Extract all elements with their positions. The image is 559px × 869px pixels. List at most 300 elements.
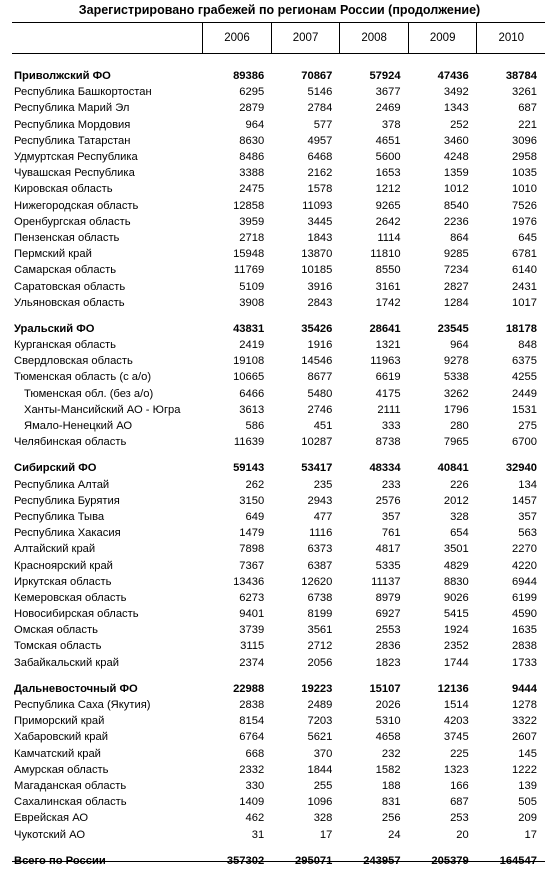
table-row [12, 353, 545, 369]
row-value-2007: 10287 [301, 436, 333, 449]
table-body [12, 54, 545, 867]
row-value-2010: 38784 [505, 70, 537, 83]
row-value-2009: 1514 [443, 699, 469, 712]
row-region-name: Чукотский АО [14, 828, 86, 841]
row-value-2006: 1479 [239, 527, 265, 540]
row-value-2007: 295071 [295, 854, 333, 867]
row-value-2008: 357 [381, 510, 401, 523]
row-value-2009: 1012 [443, 183, 469, 196]
row-region-name: Иркутская область [14, 575, 112, 588]
row-value-2007: 8199 [307, 608, 333, 621]
row-value-2008: 1742 [375, 296, 401, 309]
row-region-name: Республика Башкортостан [14, 86, 152, 99]
row-value-2006: 6764 [239, 731, 265, 744]
row-value-2006: 89386 [233, 70, 265, 83]
row-value-2009: 1284 [443, 296, 469, 309]
row-value-2007: 14546 [301, 355, 333, 368]
row-value-2009: 12136 [437, 682, 469, 695]
row-region-name: Томская область [14, 640, 102, 653]
row-value-2007: 235 [313, 478, 333, 491]
row-region-name: Амурская область [14, 763, 109, 776]
row-value-2010: 645 [518, 231, 537, 244]
row-value-2010: 7526 [512, 199, 537, 212]
table-row-total [12, 321, 545, 337]
row-value-2007: 17 [319, 828, 333, 841]
row-value-2008: 8979 [375, 591, 401, 604]
row-value-2008: 11810 [370, 248, 401, 261]
row-value-2007: 12620 [301, 575, 333, 588]
row-value-2006: 3739 [239, 624, 265, 637]
row-value-2010: 139 [518, 779, 537, 792]
table-row [12, 655, 545, 671]
row-region-name: Приволжский ФО [14, 70, 111, 83]
row-region-name: Республика Бурятия [14, 494, 120, 507]
row-value-2009: 166 [450, 779, 469, 792]
row-region-name: Уральский ФО [14, 322, 95, 335]
row-value-2008: 1653 [375, 167, 401, 180]
header-cell-2010: 2010 [476, 23, 545, 53]
row-value-2007: 2843 [307, 296, 333, 309]
row-value-2010: 4590 [512, 608, 537, 621]
row-value-2007: 1578 [307, 183, 333, 196]
row-value-2010: 4255 [512, 371, 537, 384]
row-value-2010: 1457 [512, 494, 537, 507]
row-value-2009: 9278 [443, 355, 469, 368]
row-value-2006: 31 [251, 828, 265, 841]
row-region-name: Всего по России [14, 854, 106, 867]
row-value-2009: 4203 [443, 715, 469, 728]
crime-table [12, 22, 545, 867]
row-value-2006: 586 [245, 420, 265, 433]
row-value-2008: 28641 [369, 322, 401, 335]
row-value-2006: 3959 [239, 215, 265, 228]
section-spacer [12, 450, 545, 460]
row-value-2009: 226 [450, 478, 469, 491]
table-row [12, 493, 545, 509]
row-value-2009: 5338 [443, 371, 469, 384]
table-row [12, 100, 545, 116]
row-value-2006: 262 [245, 478, 265, 491]
row-region-name: Самарская область [14, 264, 117, 277]
row-value-2009: 3501 [443, 543, 469, 556]
row-value-2006: 8486 [239, 151, 265, 164]
row-region-name: Камчатский край [14, 747, 101, 760]
row-region-name: Удмуртская Республика [14, 151, 138, 164]
table-row [12, 574, 545, 590]
row-value-2007: 2489 [307, 699, 333, 712]
row-value-2009: 205379 [431, 854, 469, 867]
row-value-2006: 330 [245, 779, 265, 792]
row-value-2010: 6199 [512, 591, 537, 604]
row-value-2010: 9444 [512, 682, 537, 695]
row-value-2007: 53417 [301, 462, 333, 475]
row-region-name: Тюменская обл. (без а/о) [24, 387, 154, 400]
row-value-2010: 1733 [512, 656, 537, 669]
row-value-2010: 134 [518, 478, 537, 491]
table-row-total [12, 460, 545, 476]
row-value-2006: 5109 [239, 280, 265, 293]
row-value-2009: 8830 [443, 575, 469, 588]
table-row [12, 198, 545, 214]
row-value-2010: 2607 [512, 731, 537, 744]
row-value-2006: 7367 [239, 559, 265, 572]
row-value-2007: 13870 [301, 248, 333, 261]
header-cell-2007: 2007 [271, 23, 340, 53]
row-value-2008: 188 [381, 779, 401, 792]
row-value-2008: 1212 [375, 183, 401, 196]
row-value-2010: 275 [518, 420, 537, 433]
table-row [12, 402, 545, 418]
row-value-2010: 6781 [512, 248, 537, 261]
row-value-2009: 2352 [443, 640, 469, 653]
row-value-2009: 3460 [443, 134, 469, 147]
table-row [12, 165, 545, 181]
table-row [12, 778, 545, 794]
section-spacer [12, 671, 545, 681]
row-value-2010: 1010 [512, 183, 537, 196]
table-row [12, 434, 545, 450]
row-value-2009: 4248 [443, 151, 469, 164]
row-value-2007: 11093 [302, 199, 333, 212]
row-value-2008: 2469 [375, 102, 401, 115]
row-value-2006: 11769 [233, 264, 265, 277]
row-region-name: Красноярский край [14, 559, 113, 572]
row-value-2009: 654 [450, 527, 469, 540]
row-region-name: Омская область [14, 624, 98, 637]
row-value-2008: 3161 [375, 280, 401, 293]
row-value-2006: 8154 [239, 715, 265, 728]
row-value-2009: 1924 [443, 624, 469, 637]
row-value-2010: 18178 [505, 322, 537, 335]
row-region-name: Ханты-Мансийский АО - Югра [24, 403, 181, 416]
row-value-2007: 19223 [301, 682, 333, 695]
table-row [12, 762, 545, 778]
row-value-2008: 232 [381, 747, 401, 760]
row-value-2009: 40841 [437, 462, 469, 475]
row-value-2009: 47436 [437, 70, 469, 83]
row-value-2009: 4829 [443, 559, 469, 572]
row-value-2010: 32940 [505, 462, 537, 475]
table-row [12, 84, 545, 100]
row-region-name: Тюменская область (с а/о) [14, 371, 152, 384]
row-value-2008: 5335 [375, 559, 401, 572]
row-value-2010: 3322 [512, 715, 537, 728]
row-value-2006: 2879 [239, 102, 265, 115]
row-value-2006: 649 [245, 510, 265, 523]
row-value-2007: 2712 [307, 640, 333, 653]
row-value-2006: 10665 [233, 371, 265, 384]
row-value-2008: 2576 [375, 494, 401, 507]
row-value-2006: 3388 [239, 167, 265, 180]
row-value-2010: 2270 [512, 543, 537, 556]
row-value-2008: 8738 [375, 436, 401, 449]
row-value-2010: 1017 [512, 296, 537, 309]
row-value-2006: 668 [245, 747, 265, 760]
table-row [12, 262, 545, 278]
row-value-2007: 3916 [307, 280, 333, 293]
table-row-total [12, 681, 545, 697]
table-row [12, 246, 545, 262]
row-region-name: Ульяновская область [14, 296, 125, 309]
row-value-2006: 462 [245, 812, 265, 825]
row-value-2009: 3745 [443, 731, 469, 744]
row-value-2008: 831 [381, 796, 401, 809]
row-value-2007: 2784 [307, 102, 333, 115]
row-value-2007: 8677 [307, 371, 333, 384]
row-value-2009: 864 [450, 231, 469, 244]
table-row [12, 477, 545, 493]
row-value-2006: 15948 [233, 248, 265, 261]
row-value-2008: 6927 [375, 608, 401, 621]
row-value-2008: 2026 [375, 699, 401, 712]
row-value-2008: 233 [381, 478, 401, 491]
row-value-2007: 3561 [307, 624, 333, 637]
row-value-2006: 2419 [239, 339, 265, 352]
table-row [12, 337, 545, 353]
row-value-2008: 4175 [375, 387, 401, 400]
row-value-2009: 328 [450, 510, 469, 523]
row-value-2007: 4957 [307, 134, 333, 147]
row-value-2009: 225 [450, 747, 469, 760]
row-value-2009: 1323 [443, 763, 469, 776]
row-value-2006: 2838 [239, 699, 265, 712]
row-value-2009: 1744 [443, 656, 469, 669]
row-value-2008: 4817 [375, 543, 401, 556]
row-region-name: Чувашская Республика [14, 167, 135, 180]
row-value-2008: 2642 [375, 215, 401, 228]
table-row [12, 149, 545, 165]
table-row [12, 418, 545, 434]
row-value-2010: 6700 [512, 436, 537, 449]
row-region-name: Пермский край [14, 248, 92, 261]
row-value-2008: 11963 [370, 355, 401, 368]
row-value-2010: 164547 [499, 854, 537, 867]
row-value-2008: 15107 [369, 682, 401, 695]
row-region-name: Республика Тыва [14, 510, 105, 523]
row-value-2008: 4658 [375, 731, 401, 744]
row-region-name: Еврейская АО [14, 812, 89, 825]
row-value-2008: 378 [381, 118, 401, 131]
row-value-2006: 43831 [233, 322, 265, 335]
row-value-2010: 2431 [512, 280, 537, 293]
row-value-2007: 1096 [307, 796, 333, 809]
row-value-2009: 8540 [443, 199, 469, 212]
row-value-2008: 6619 [375, 371, 401, 384]
header-cell-2006: 2006 [202, 23, 271, 53]
header-cell-region [12, 23, 202, 53]
row-value-2006: 964 [245, 118, 265, 131]
row-value-2007: 6468 [307, 151, 333, 164]
row-value-2009: 2827 [443, 280, 469, 293]
table-row [12, 826, 545, 842]
row-region-name: Республика Хакасия [14, 527, 121, 540]
row-region-name: Республика Саха (Якутия) [14, 699, 151, 712]
row-value-2010: 145 [518, 747, 537, 760]
row-value-2008: 1582 [375, 763, 401, 776]
row-value-2010: 3261 [512, 86, 537, 99]
row-value-2008: 1114 [377, 231, 401, 244]
row-region-name: Хабаровский край [14, 731, 109, 744]
row-value-2007: 2056 [307, 656, 333, 669]
row-value-2008: 11137 [371, 575, 401, 588]
row-value-2006: 7898 [239, 543, 265, 556]
row-value-2010: 2958 [512, 151, 537, 164]
row-region-name: Забайкальский край [14, 656, 120, 669]
table-row [12, 541, 545, 557]
row-value-2008: 761 [381, 527, 401, 540]
row-value-2007: 5146 [307, 86, 333, 99]
row-value-2008: 48334 [369, 462, 401, 475]
row-value-2010: 6140 [512, 264, 537, 277]
row-value-2009: 3262 [443, 387, 469, 400]
row-value-2009: 252 [450, 118, 469, 131]
row-value-2007: 1843 [307, 231, 333, 244]
row-value-2006: 22988 [233, 682, 265, 695]
row-value-2010: 1976 [512, 215, 537, 228]
table-row-total [12, 68, 545, 84]
row-value-2010: 17 [524, 828, 537, 841]
row-value-2008: 9265 [375, 199, 401, 212]
row-region-name: Сахалинская область [14, 796, 127, 809]
row-value-2007: 451 [313, 420, 333, 433]
row-value-2009: 1343 [443, 102, 469, 115]
row-value-2006: 9401 [239, 608, 265, 621]
row-region-name: Курганская область [14, 339, 116, 352]
header-cell-2008: 2008 [339, 23, 408, 53]
row-value-2007: 2746 [307, 403, 333, 416]
row-value-2007: 2162 [307, 167, 333, 180]
table-row [12, 278, 545, 294]
row-value-2009: 23545 [437, 322, 469, 335]
row-value-2007: 35426 [301, 322, 333, 335]
row-value-2010: 848 [518, 339, 537, 352]
row-value-2008: 2111 [377, 403, 401, 416]
row-value-2008: 5600 [375, 151, 401, 164]
row-value-2008: 2553 [375, 624, 401, 637]
row-value-2010: 1222 [512, 763, 537, 776]
row-value-2009: 280 [450, 420, 469, 433]
row-value-2009: 1359 [443, 167, 469, 180]
row-value-2007: 477 [313, 510, 333, 523]
row-value-2007: 328 [313, 812, 333, 825]
row-value-2010: 1531 [512, 403, 537, 416]
table-row [12, 606, 545, 622]
row-value-2007: 7203 [307, 715, 333, 728]
row-value-2010: 1278 [512, 699, 537, 712]
row-value-2006: 3908 [239, 296, 265, 309]
row-region-name: Челябинская область [14, 436, 127, 449]
row-value-2007: 255 [313, 779, 333, 792]
row-value-2008: 3677 [375, 86, 401, 99]
table-row [12, 117, 545, 133]
row-value-2006: 6295 [239, 86, 265, 99]
row-value-2008: 24 [388, 828, 401, 841]
row-value-2009: 687 [450, 796, 469, 809]
row-region-name: Республика Мордовия [14, 118, 131, 131]
row-value-2007: 1116 [309, 527, 333, 540]
row-value-2008: 256 [381, 812, 401, 825]
section-spacer [12, 843, 545, 853]
row-region-name: Приморский край [14, 715, 105, 728]
row-value-2008: 1321 [375, 339, 401, 352]
row-region-name: Нижегородская область [14, 199, 139, 212]
row-value-2007: 3445 [307, 215, 333, 228]
row-value-2009: 7234 [443, 264, 469, 277]
row-value-2006: 11639 [233, 436, 265, 449]
row-value-2009: 2012 [443, 494, 469, 507]
row-value-2006: 12858 [233, 199, 265, 212]
row-value-2007: 5480 [307, 387, 333, 400]
row-value-2010: 6375 [512, 355, 537, 368]
row-value-2007: 6373 [307, 543, 333, 556]
row-value-2006: 6273 [239, 591, 265, 604]
row-region-name: Свердловская область [14, 355, 133, 368]
row-region-name: Саратовская область [14, 280, 126, 293]
row-region-name: Республика Алтай [14, 478, 110, 491]
table-row [12, 794, 545, 810]
row-value-2006: 2475 [239, 183, 265, 196]
table-row [12, 386, 545, 402]
row-value-2010: 2838 [512, 640, 537, 653]
row-value-2007: 2943 [307, 494, 333, 507]
row-region-name: Республика Татарстан [14, 134, 131, 147]
row-value-2008: 4651 [375, 134, 401, 147]
row-region-name: Новосибирская область [14, 608, 139, 621]
row-value-2010: 1635 [512, 624, 537, 637]
row-value-2009: 3492 [443, 86, 469, 99]
table-header [12, 22, 545, 54]
row-region-name: Пензенская область [14, 231, 120, 244]
row-region-name: Кировская область [14, 183, 113, 196]
table-title: Зарегистрировано грабежей по регионам России (продолжение) [78, 3, 481, 17]
table-row [12, 638, 545, 654]
row-value-2007: 70867 [301, 70, 333, 83]
row-value-2010: 3096 [512, 134, 537, 147]
row-value-2006: 357302 [226, 854, 265, 867]
row-value-2010: 563 [518, 527, 537, 540]
row-value-2010: 2449 [512, 387, 537, 400]
table-row [12, 622, 545, 638]
row-value-2010: 6944 [512, 575, 537, 588]
row-value-2007: 1916 [307, 339, 333, 352]
row-value-2009: 2236 [443, 215, 469, 228]
row-region-name: Республика Марий Эл [14, 102, 130, 115]
row-value-2008: 2836 [375, 640, 401, 653]
table-row [12, 729, 545, 745]
row-region-name: Сибирский ФО [14, 462, 97, 475]
row-region-name: Кемеровская область [14, 591, 127, 604]
table-row [12, 746, 545, 762]
table-row [12, 369, 545, 385]
table-row [12, 181, 545, 197]
row-region-name: Оренбургская область [14, 215, 131, 228]
row-value-2009: 253 [450, 812, 469, 825]
row-value-2006: 59143 [233, 462, 265, 475]
row-value-2008: 243957 [363, 854, 401, 867]
row-value-2006: 1409 [239, 796, 265, 809]
row-value-2009: 20 [456, 828, 469, 841]
row-value-2007: 6738 [307, 591, 333, 604]
row-value-2009: 1796 [443, 403, 469, 416]
row-value-2009: 7965 [443, 436, 469, 449]
row-value-2009: 964 [450, 339, 469, 352]
row-region-name: Ямало-Ненецкий АО [24, 420, 133, 433]
row-value-2008: 57924 [369, 70, 401, 83]
row-value-2006: 3115 [240, 640, 265, 653]
table-row [12, 295, 545, 311]
row-value-2009: 5415 [443, 608, 469, 621]
table-row [12, 713, 545, 729]
